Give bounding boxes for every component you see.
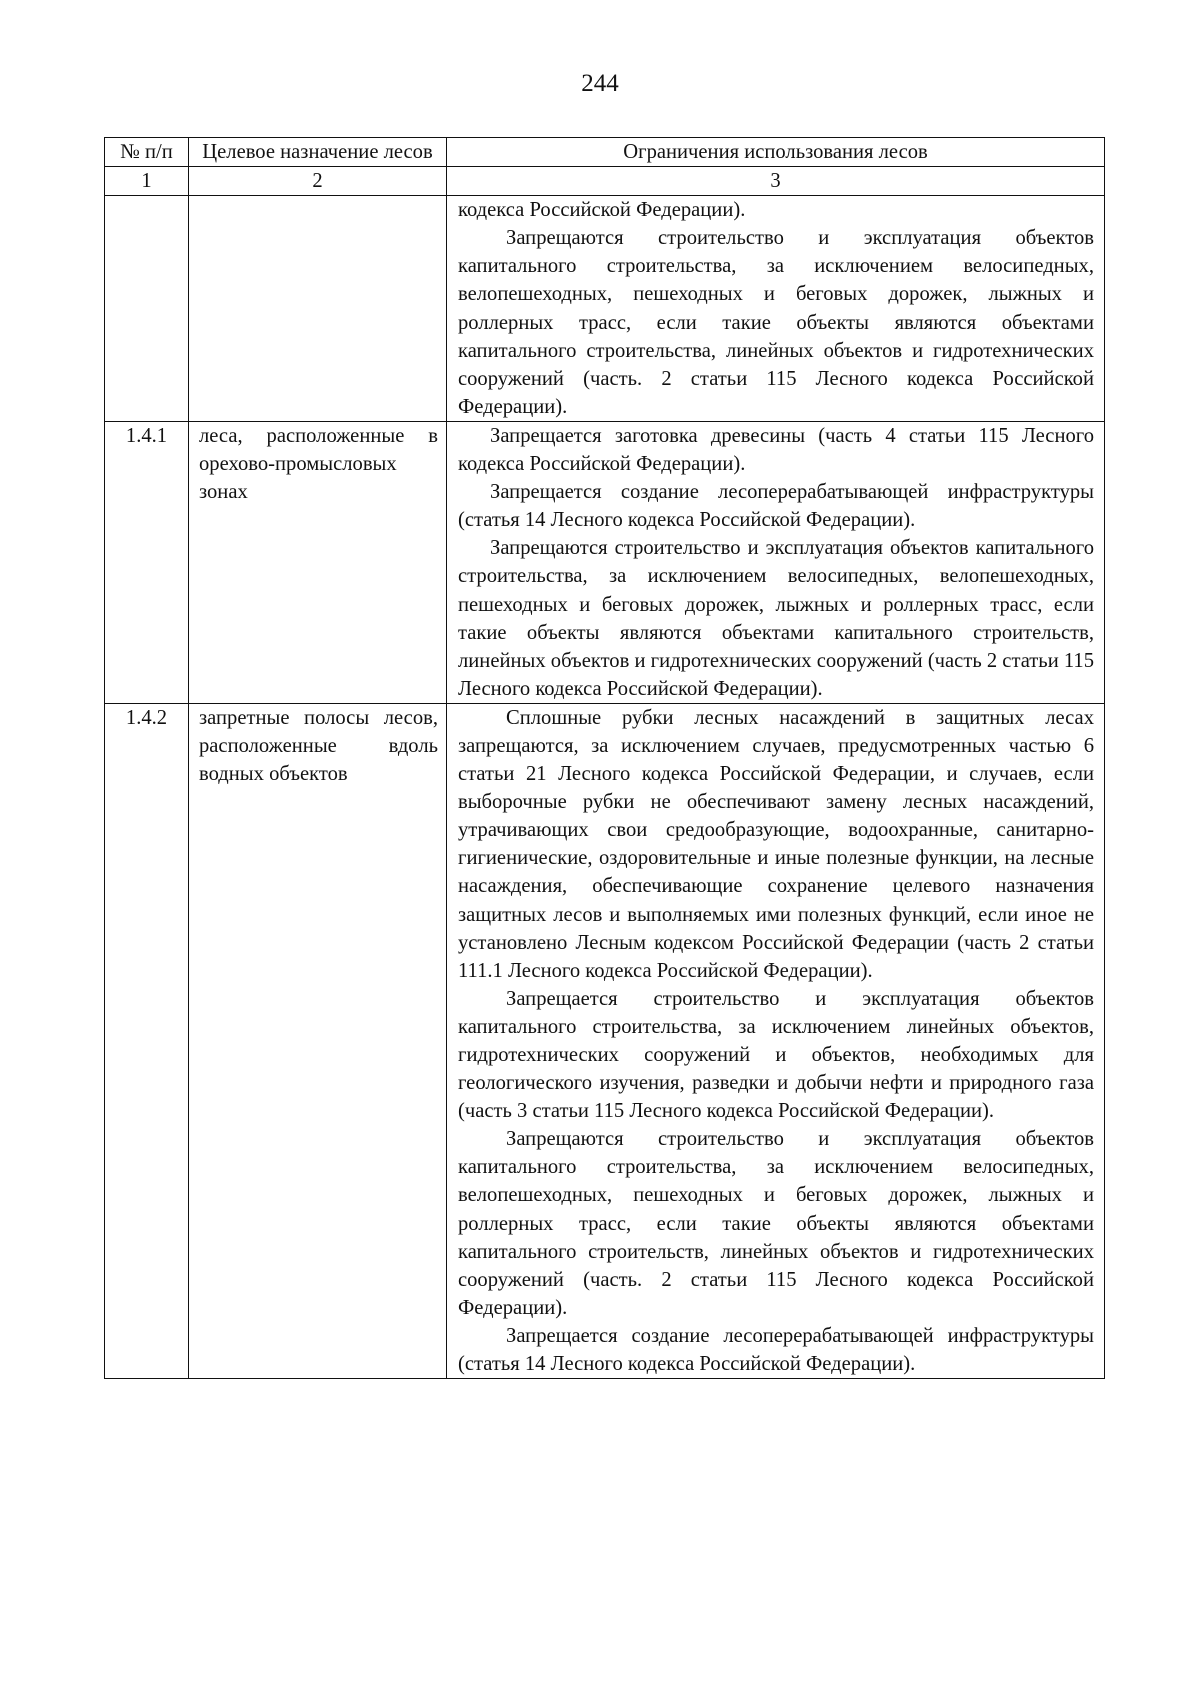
row-purpose bbox=[189, 196, 447, 422]
forest-restrictions-table bbox=[104, 137, 1105, 1379]
table-row bbox=[105, 703, 1105, 1378]
restriction-paragraph: Запрещается создание лесоперерабатывающей инфраструктуры (статья 14 Лесного кодекса Российской Федерации). bbox=[458, 1324, 1094, 1376]
table-header-row bbox=[105, 138, 1105, 167]
row-restrictions bbox=[447, 421, 1105, 703]
restriction-paragraph: Запрещается создание лесоперерабатывающей инфраструктуры (статья 14 Лесного кодекса Российской Федерации). bbox=[458, 481, 1094, 532]
page-number: 244 bbox=[581, 70, 619, 97]
row-number bbox=[105, 196, 189, 422]
restriction-paragraph: Запрещаются строительство и эксплуатация объектов капитального строительства, за исключением велосипедных, велопешеходных, пешеходных и беговых дорожек, лыжных и роллерных трасс, если такие объекты являются объектами капитального строительств, линейных объектов и гидротехнических сооружений (часть. 2 статьи 115 Лесного кодекса Российской Федерации). bbox=[458, 1128, 1094, 1319]
row-number: 1.4.2 bbox=[105, 703, 189, 1378]
column-number-row bbox=[105, 167, 1105, 196]
restriction-paragraph: Запрещаются строительство и эксплуатация объектов капитального строительства, за исключением велосипедных, велопешеходных, пешеходных и беговых дорожек, лыжных и роллерных трасс, если такие объекты являются объектами капитального строительства, линейных объектов и гидротехнических сооружений (часть. 2 статьи 115 Лесного кодекса Российской Федерации). bbox=[458, 227, 1094, 418]
row-purpose: леса, расположенные в орехово-промысловых зонах bbox=[189, 421, 447, 703]
column-number-2: 2 bbox=[189, 167, 447, 196]
restriction-paragraph: Сплошные рубки лесных насаждений в защитных лесах запрещаются, за исключением случаев, предусмотренных частью 6 статьи 21 Лесного кодекса Российской Федерации, и случаев, если выборочные рубки не обеспечивают замену лесных насаждений, утрачивающих свои средообразующие, водоохранные, санитарно-гигиенические, оздоровительные и иные полезные функции, на лесные насаждения, обеспечивающие сохранение целевого назначения защитных лесов и выполняемых ими полезных функций, если иное не установлено Лесным кодексом Российской Федерации (часть 2 статьи 111.1 Лесного кодекса Российской Федерации). bbox=[458, 706, 1094, 982]
restriction-paragraph: Запрещается строительство и эксплуатация объектов капитального строительства, за исключением линейных объектов, гидротехнических сооружений и объектов, необходимых для геологического изучения, разведки и добычи нефти и природного газа (часть 3 статьи 115 Лесного кодекса Российской Федерации). bbox=[458, 987, 1094, 1123]
row-restrictions bbox=[447, 196, 1105, 422]
row-restrictions bbox=[447, 703, 1105, 1378]
restriction-paragraph: Запрещаются строительство и эксплуатация объектов капитального строительства, за исключением велосипедных, велопешеходных, пешеходных и беговых дорожек, лыжных и роллерных трасс, если такие объекты являются объектами капитального строительств, линейных объектов и гидротехнических сооружений (часть 2 статьи 115 Лесного кодекса Российской Федерации). bbox=[458, 537, 1094, 700]
row-number: 1.4.1 bbox=[105, 421, 189, 703]
column-number-1: 1 bbox=[105, 167, 189, 196]
header-purpose: Целевое назначение лесов bbox=[189, 138, 447, 167]
restriction-paragraph: кодекса Российской Федерации). bbox=[458, 199, 746, 222]
table-row bbox=[105, 196, 1105, 422]
column-number-3: 3 bbox=[447, 167, 1105, 196]
row-purpose: запретные полосы лесов, расположенные вдоль водных объектов bbox=[189, 703, 447, 1378]
header-restrictions: Ограничения использования лесов bbox=[447, 138, 1105, 167]
restriction-paragraph: Запрещается заготовка древесины (часть 4 статьи 115 Лесного кодекса Российской Федерации). bbox=[458, 424, 1094, 476]
header-number: № п/п bbox=[105, 138, 189, 167]
table-row bbox=[105, 421, 1105, 703]
